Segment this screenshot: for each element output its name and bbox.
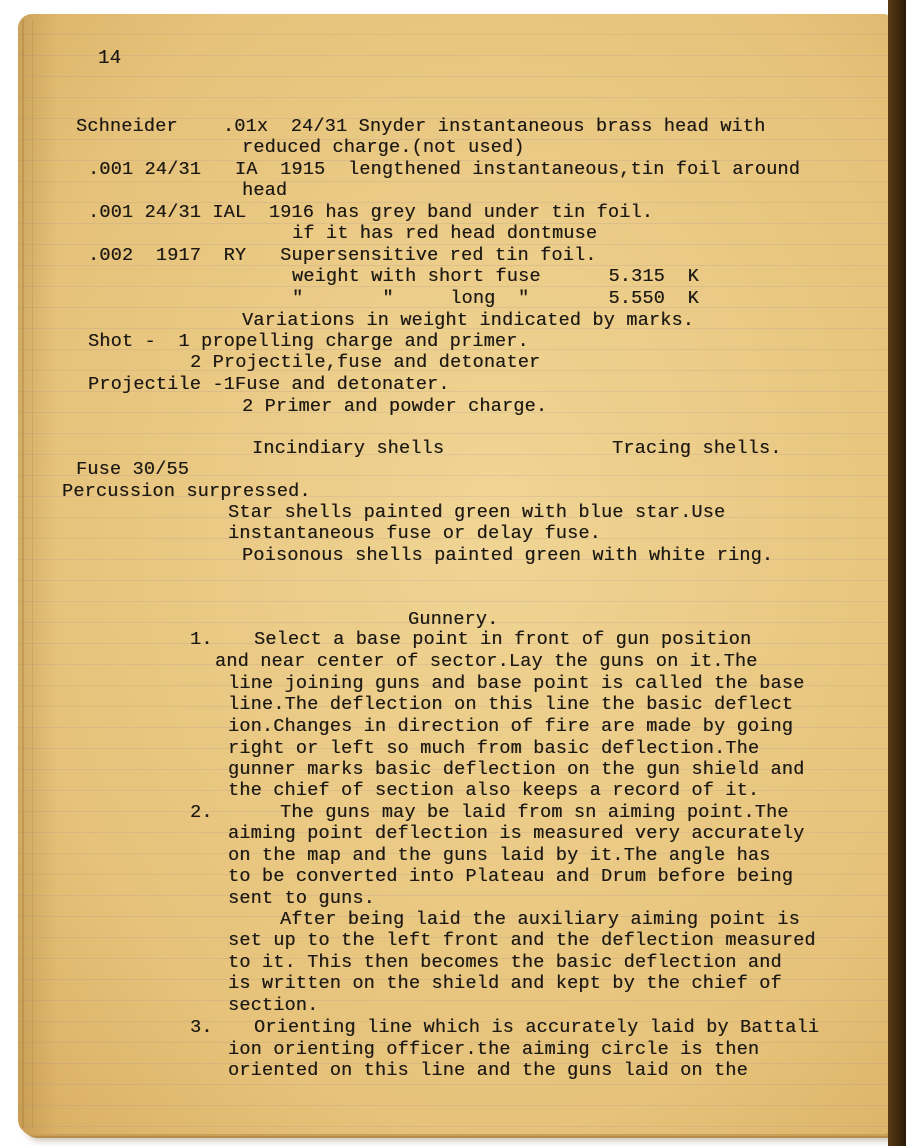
- text-line: aiming point deflection is measured very accurately: [228, 823, 805, 844]
- text-line: oriented on this line and the guns laid on the: [228, 1060, 748, 1081]
- text-line: sent to guns.: [228, 888, 375, 909]
- text-line: gunner marks basic deflection on the gun shield and: [228, 759, 805, 780]
- text-line: Variations in weight indicated by marks.: [242, 310, 695, 331]
- text-line: the chief of section also keeps a record of it.: [228, 780, 760, 801]
- text-line: Percussion surpressed.: [62, 481, 311, 502]
- text-line: Shot - 1 propelling charge and primer.: [88, 331, 529, 352]
- text-line: ion.Changes in direction of fire are made by going: [228, 716, 794, 737]
- text-line: " " long " 5.550 K: [292, 288, 699, 309]
- text-line: line.The deflection on this line the basic deflect: [228, 694, 794, 715]
- text-line: reduced charge.(not used): [242, 137, 525, 158]
- text-line: weight with short fuse 5.315 K: [292, 266, 699, 287]
- text-line: right or left so much from basic deflection.The: [228, 738, 760, 759]
- text-line: line joining guns and base point is called the base: [228, 673, 805, 694]
- item-number: 3.: [190, 1017, 213, 1038]
- text-line: section.: [228, 995, 319, 1016]
- text-line: Star shells painted green with blue star.Use: [228, 502, 726, 523]
- text-line: to be converted into Plateau and Drum before being: [228, 866, 794, 887]
- item-number: 2.: [190, 802, 213, 823]
- text-line: The guns may be laid from sn aiming point.The: [280, 802, 789, 823]
- text-line: and near center of sector.Lay the guns on it.The: [215, 651, 758, 672]
- text-line: Orienting line which is accurately laid by Battali: [254, 1017, 820, 1038]
- text-line: After being laid the auxiliary aiming point is: [280, 909, 800, 930]
- text-line: Projectile -1Fuse and detonater.: [88, 374, 450, 395]
- heading-tracing-shells: Tracing shells.: [612, 438, 782, 459]
- heading-incindiary-shells: Incindiary shells: [252, 438, 445, 459]
- text-line: ion orienting officer.the aiming circle is then: [228, 1039, 760, 1060]
- text-line: set up to the left front and the deflection measured: [228, 930, 816, 951]
- text-line: Select a base point in front of gun position: [254, 629, 752, 650]
- text-line: Schneider .01x 24/31 Snyder instantaneous brass head with: [76, 116, 766, 137]
- text-line: .002 1917 RY Supersensitive red tin foil.: [88, 245, 597, 266]
- text-line: is written on the shield and kept by the chief of: [228, 973, 782, 994]
- text-line: 2 Projectile,fuse and detonater: [190, 352, 541, 373]
- text-line: on the map and the guns laid by it.The angle has: [228, 845, 771, 866]
- text-line: 2 Primer and powder charge.: [242, 396, 548, 417]
- text-line: to it. This then becomes the basic deflection and: [228, 952, 782, 973]
- item-number: 1.: [190, 629, 213, 650]
- text-line: Poisonous shells painted green with white ring.: [242, 545, 774, 566]
- text-line: Fuse 30/55: [76, 459, 190, 480]
- page-number: 14: [98, 47, 122, 69]
- heading-gunnery: Gunnery.: [408, 609, 499, 630]
- text-line: instantaneous fuse or delay fuse.: [228, 523, 601, 544]
- book-binding-edge: [888, 0, 906, 1146]
- text-line: .001 24/31 IAL 1916 has grey band under tin foil.: [88, 202, 654, 223]
- text-line: .001 24/31 IA 1915 lengthened instantaneous,tin foil around: [88, 159, 801, 180]
- text-line: if it has red head dontmuse: [292, 223, 598, 244]
- text-line: head: [242, 180, 288, 201]
